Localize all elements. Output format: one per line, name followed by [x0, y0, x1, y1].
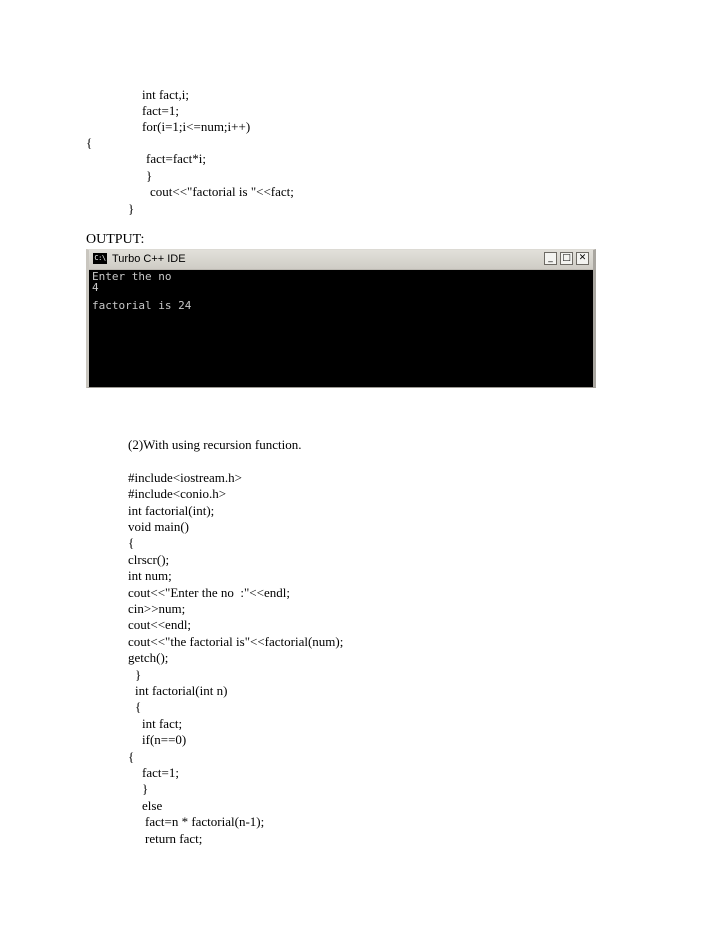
code-line: }: [128, 201, 135, 216]
console-output: [89, 270, 593, 387]
code-line: fact=1;: [142, 765, 179, 780]
console-line: 4: [92, 281, 99, 294]
code-line: #include<iostream.h>: [128, 470, 242, 485]
code-line: cout<<"factorial is "<<fact;: [150, 184, 294, 199]
minimize-button[interactable]: _: [544, 252, 557, 265]
code-line: {: [128, 749, 135, 764]
code-line: return fact;: [145, 831, 203, 846]
code-line: {: [128, 535, 135, 550]
maximize-button[interactable]: □: [560, 252, 573, 265]
code-line: void main(): [128, 519, 190, 534]
code-line: int num;: [128, 568, 172, 583]
code-line: clrscr();: [128, 552, 170, 567]
output-heading: OUTPUT:: [86, 232, 145, 247]
code-line: }: [146, 168, 153, 183]
window-title: Turbo C++ IDE: [112, 253, 186, 265]
code-line: fact=n * factorial(n-1);: [145, 814, 265, 829]
code-line: cout<<"Enter the no :"<<endl;: [128, 585, 290, 600]
code-line: else: [142, 798, 163, 813]
section-heading: (2)With using recursion function.: [128, 437, 302, 452]
code-line: }: [142, 781, 149, 796]
console-line: Enter the no: [92, 270, 172, 283]
code-line: fact=1;: [142, 103, 179, 118]
code-line: int factorial(int n): [135, 683, 228, 698]
code-line: for(i=1;i<=num;i++): [142, 119, 251, 134]
console-line: factorial is 24: [92, 299, 192, 312]
close-button[interactable]: ✕: [576, 252, 589, 265]
console-window: [86, 249, 596, 388]
console-icon: C:\: [94, 254, 106, 262]
code-line: }: [135, 667, 142, 682]
code-line: {: [86, 135, 93, 150]
code-line: int fact;: [142, 716, 183, 731]
code-line: cout<<"the factorial is"<<factorial(num);: [128, 634, 344, 649]
code-line: cin>>num;: [128, 601, 186, 616]
code-line: #include<conio.h>: [128, 486, 227, 501]
code-line: {: [135, 699, 142, 714]
code-line: fact=fact*i;: [146, 151, 207, 166]
window-titlebar: [89, 250, 593, 270]
code-line: cout<<endl;: [128, 617, 192, 632]
code-line: if(n==0): [142, 732, 187, 747]
code-line: int factorial(int);: [128, 503, 215, 518]
code-line: getch();: [128, 650, 169, 665]
code-line: int fact,i;: [142, 87, 189, 102]
